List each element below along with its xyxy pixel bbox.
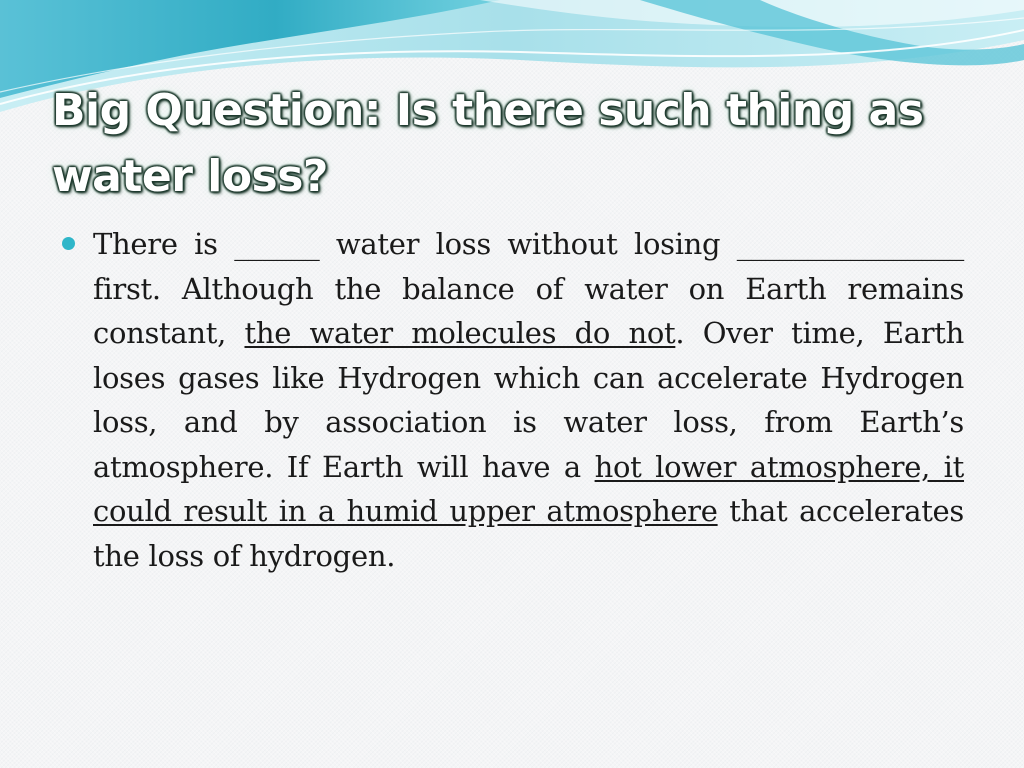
bullet-text (93, 222, 964, 578)
underlined-phrase: the water molecules do not (244, 316, 676, 350)
bullet-icon (62, 237, 75, 250)
text-segment: . Over time, Earth loses gases like Hydrogen which can accelerate Hydrogen loss, and by association is water loss, from Earth’s atmosphere. If Earth will have a (93, 316, 964, 484)
underlined-phrase: hot lower atmosphere, it could result in a humid upper atmosphere (93, 449, 965, 528)
text-segment: that accelerates the loss of hydrogen. (93, 494, 964, 573)
bullet-item (62, 222, 964, 578)
slide-content (62, 222, 964, 578)
text-segment: There is ______ water loss without losing ________________ first. Although the balance of water on Earth remains constant, (93, 227, 964, 350)
slide-title: Big Question: Is there such thing as water loss? (52, 85, 924, 202)
